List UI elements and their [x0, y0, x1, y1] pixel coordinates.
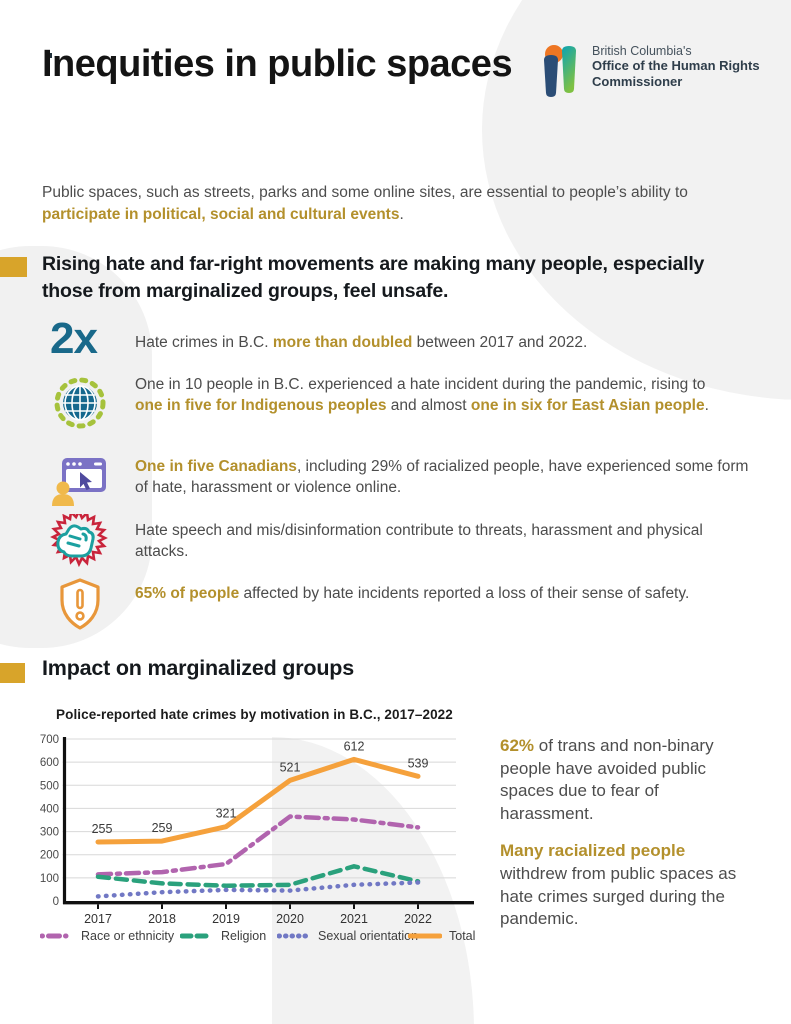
- legend-marker-icon: [40, 932, 74, 940]
- svg-text:100: 100: [39, 872, 59, 885]
- logo-org-name-2: Commissioner: [592, 73, 683, 89]
- legend-marker-icon: [180, 932, 214, 940]
- svg-text:539: 539: [407, 756, 429, 771]
- svg-text:400: 400: [39, 803, 59, 816]
- aside-racialized-people: [500, 840, 752, 930]
- highlighted-text: participate in political, social and cultural events: [42, 206, 400, 224]
- svg-text:600: 600: [39, 757, 59, 770]
- legend-item-race-or-ethnicity: [40, 929, 174, 943]
- svg-text:612: 612: [343, 739, 365, 754]
- text-run: of trans and non-binary people have avoided public spaces due to fear of harassment.: [500, 736, 714, 823]
- text-run: One in 10 people in B.C. experienced a hate incident during the pandemic, rising to: [135, 376, 706, 393]
- legend-label: Race or ethnicity: [81, 929, 175, 943]
- online-harassment-icon: [50, 452, 108, 508]
- highlighted-text: Many racialized people: [500, 841, 686, 861]
- legend-item-total: [408, 929, 475, 943]
- hate-crimes-line-chart: [36, 729, 488, 929]
- highlighted-text: more than doubled: [272, 334, 413, 351]
- shield-alert-icon: [56, 576, 104, 634]
- text-run: , including 29% of racialized people, have experienced some form of hate, harassment or violence online.: [135, 458, 749, 497]
- bullet-hate-crimes-doubled: [135, 332, 755, 353]
- text-run: Public spaces, such as streets, parks and some online sites, are essential to people’s ability to: [42, 184, 688, 201]
- section-heading-rising-hate: Rising hate and far-right movements are making many people, especially those from marginalized groups, feel unsafe.: [42, 253, 705, 302]
- svg-text:2022: 2022: [404, 912, 432, 926]
- svg-text:321: 321: [215, 806, 237, 821]
- intro-paragraph: [42, 182, 750, 227]
- aside-column: [500, 735, 752, 931]
- aside-trans-nonbinary: [500, 735, 752, 825]
- svg-text:300: 300: [39, 826, 59, 839]
- svg-text:259: 259: [151, 821, 173, 836]
- text-run: affected by hate incidents reported a loss of their sense of safety.: [239, 585, 690, 602]
- stat-2x: 2x: [50, 314, 97, 363]
- legend-item-sexual-orientation: [277, 929, 418, 943]
- logo-org-name-1: Office of the Human Rights: [592, 58, 760, 73]
- bullet-loss-of-safety: [135, 583, 747, 604]
- highlighted-text: 62%: [500, 736, 535, 755]
- legend-item-religion: [180, 929, 266, 943]
- svg-text:2020: 2020: [276, 912, 304, 926]
- legend-marker-icon: [277, 932, 311, 940]
- section-heading-impact: Impact on marginalized groups: [42, 656, 354, 680]
- text-run: withdrew from public spaces as hate crimes surged during the pandemic.: [500, 864, 737, 929]
- svg-text:2021: 2021: [340, 912, 368, 926]
- highlighted-text: one in six for East Asian people: [470, 397, 705, 415]
- logo-mark-icon: [540, 42, 582, 98]
- highlighted-text: One in five Canadians: [135, 458, 297, 475]
- svg-text:2017: 2017: [84, 912, 112, 926]
- chart-legend: [36, 929, 496, 949]
- svg-text:2018: 2018: [148, 912, 176, 926]
- bullet-online-hate: [135, 456, 761, 498]
- highlighted-text: 65% of people: [135, 585, 240, 602]
- svg-text:700: 700: [39, 734, 59, 746]
- page-title: Inequities in public spaces: [42, 43, 513, 85]
- logo-org-region: British Columbia's: [592, 44, 692, 58]
- svg-text:500: 500: [39, 780, 59, 793]
- section-accent-bar: [0, 663, 25, 683]
- virus-globe-icon: [52, 375, 108, 431]
- bullet-hate-speech-misinformation: [135, 520, 747, 562]
- bullet-pandemic-hate-incidents: [135, 374, 735, 416]
- legend-label: Sexual orientation: [318, 929, 419, 943]
- text-run: .: [704, 397, 709, 415]
- svg-text:200: 200: [39, 849, 59, 862]
- svg-text:2019: 2019: [212, 912, 240, 926]
- highlighted-text: one in five for Indigenous peoples: [135, 397, 387, 415]
- chart-title: Police-reported hate crimes by motivation in B.C., 2017–2022: [56, 707, 453, 722]
- legend-marker-icon: [408, 932, 442, 940]
- svg-text:0: 0: [52, 896, 59, 908]
- text-run: between 2017 and 2022.: [412, 334, 588, 351]
- svg-text:521: 521: [279, 760, 301, 775]
- text-run: Hate crimes in B.C.: [135, 334, 273, 351]
- logo-text: [592, 42, 760, 89]
- chart-canvas: [36, 729, 488, 929]
- section-accent-bar: [0, 257, 27, 277]
- text-run: and almost: [386, 397, 471, 415]
- legend-label: Total: [449, 929, 476, 943]
- svg-text:255: 255: [91, 821, 113, 836]
- legend-label: Religion: [221, 929, 267, 943]
- text-run: .: [399, 206, 404, 224]
- logo: [540, 42, 760, 98]
- fist-burst-icon: [48, 514, 108, 572]
- text-run: Hate speech and mis/disinformation contribute to threats, harassment and physical attacks.: [135, 522, 703, 561]
